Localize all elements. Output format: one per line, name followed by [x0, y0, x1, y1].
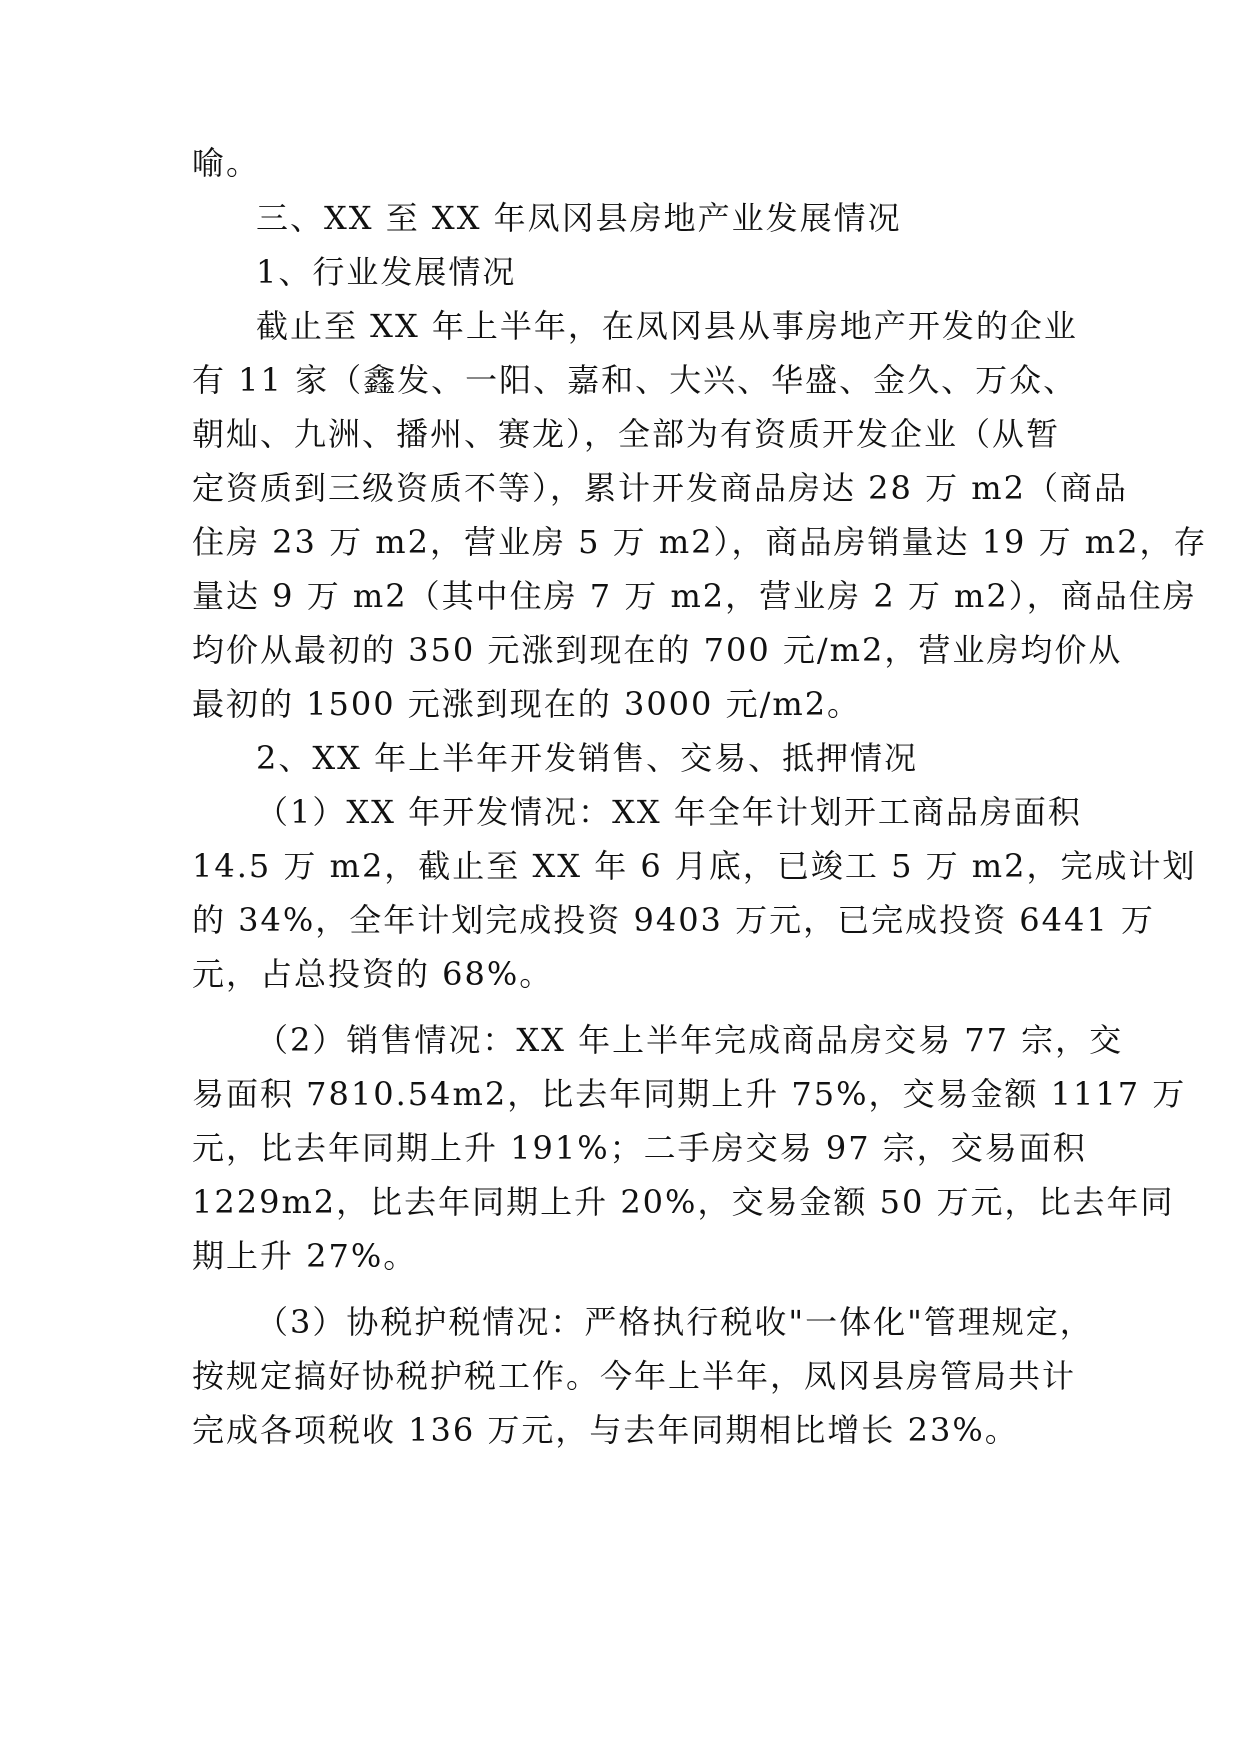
- paragraph-line: 有 11 家（鑫发、一阳、嘉和、大兴、华盛、金久、万众、: [192, 361, 1078, 399]
- paragraph-line: 量达 9 万 m2（其中住房 7 万 m2，营业房 2 万 m2），商品住房: [192, 577, 1197, 615]
- paragraph-line: 完成各项税收 136 万元，与去年同期相比增长 23%。: [192, 1411, 1019, 1449]
- paragraph-line: 易面积 7810.54m2，比去年同期上升 75%，交易金额 1117 万: [192, 1075, 1187, 1113]
- paragraph-line: 的 34%，全年计划完成投资 9403 万元，已完成投资 6441 万: [192, 901, 1155, 939]
- paragraph-line: 截止至 XX 年上半年，在凤冈县从事房地产开发的企业: [256, 307, 1078, 345]
- subsection-heading: 1、行业发展情况: [256, 253, 517, 291]
- paragraph-line: 元，占总投资的 68%。: [192, 955, 554, 993]
- paragraph-line: 最初的 1500 元涨到现在的 3000 元/m2。: [192, 685, 862, 723]
- paragraph-line: （3）协税护税情况：严格执行税收"一体化"管理规定，: [256, 1303, 1094, 1341]
- section-heading: 三、XX 至 XX 年凤冈县房地产业发展情况: [256, 199, 902, 237]
- paragraph-line: 元，比去年同期上升 191%；二手房交易 97 宗，交易面积: [192, 1129, 1087, 1167]
- text-line: 喻。: [192, 144, 261, 182]
- paragraph-line: 定资质到三级资质不等），累计开发商品房达 28 万 m2（商品: [192, 469, 1128, 507]
- paragraph-line: 期上升 27%。: [192, 1237, 418, 1275]
- paragraph-line: 1229m2，比去年同期上升 20%，交易金额 50 万元，比去年同: [192, 1183, 1175, 1221]
- paragraph-line: 住房 23 万 m2，营业房 5 万 m2），商品房销量达 19 万 m2，存: [192, 523, 1208, 561]
- paragraph-line: （2）销售情况：XX 年上半年完成商品房交易 77 宗，交: [256, 1021, 1124, 1059]
- paragraph-line: 按规定搞好协税护税工作。今年上半年，凤冈县房管局共计: [192, 1357, 1077, 1395]
- paragraph-line: 均价从最初的 350 元涨到现在的 700 元/m2，营业房均价从: [192, 631, 1123, 669]
- subsection-heading: 2、XX 年上半年开发销售、交易、抵押情况: [256, 739, 919, 777]
- paragraph-line: 14.5 万 m2，截止至 XX 年 6 月底，已竣工 5 万 m2，完成计划: [192, 847, 1197, 885]
- paragraph-line: 朝灿、九洲、播州、赛龙），全部为有资质开发企业（从暂: [192, 415, 1061, 453]
- paragraph-line: （1）XX 年开发情况：XX 年全年计划开工商品房面积: [256, 793, 1082, 831]
